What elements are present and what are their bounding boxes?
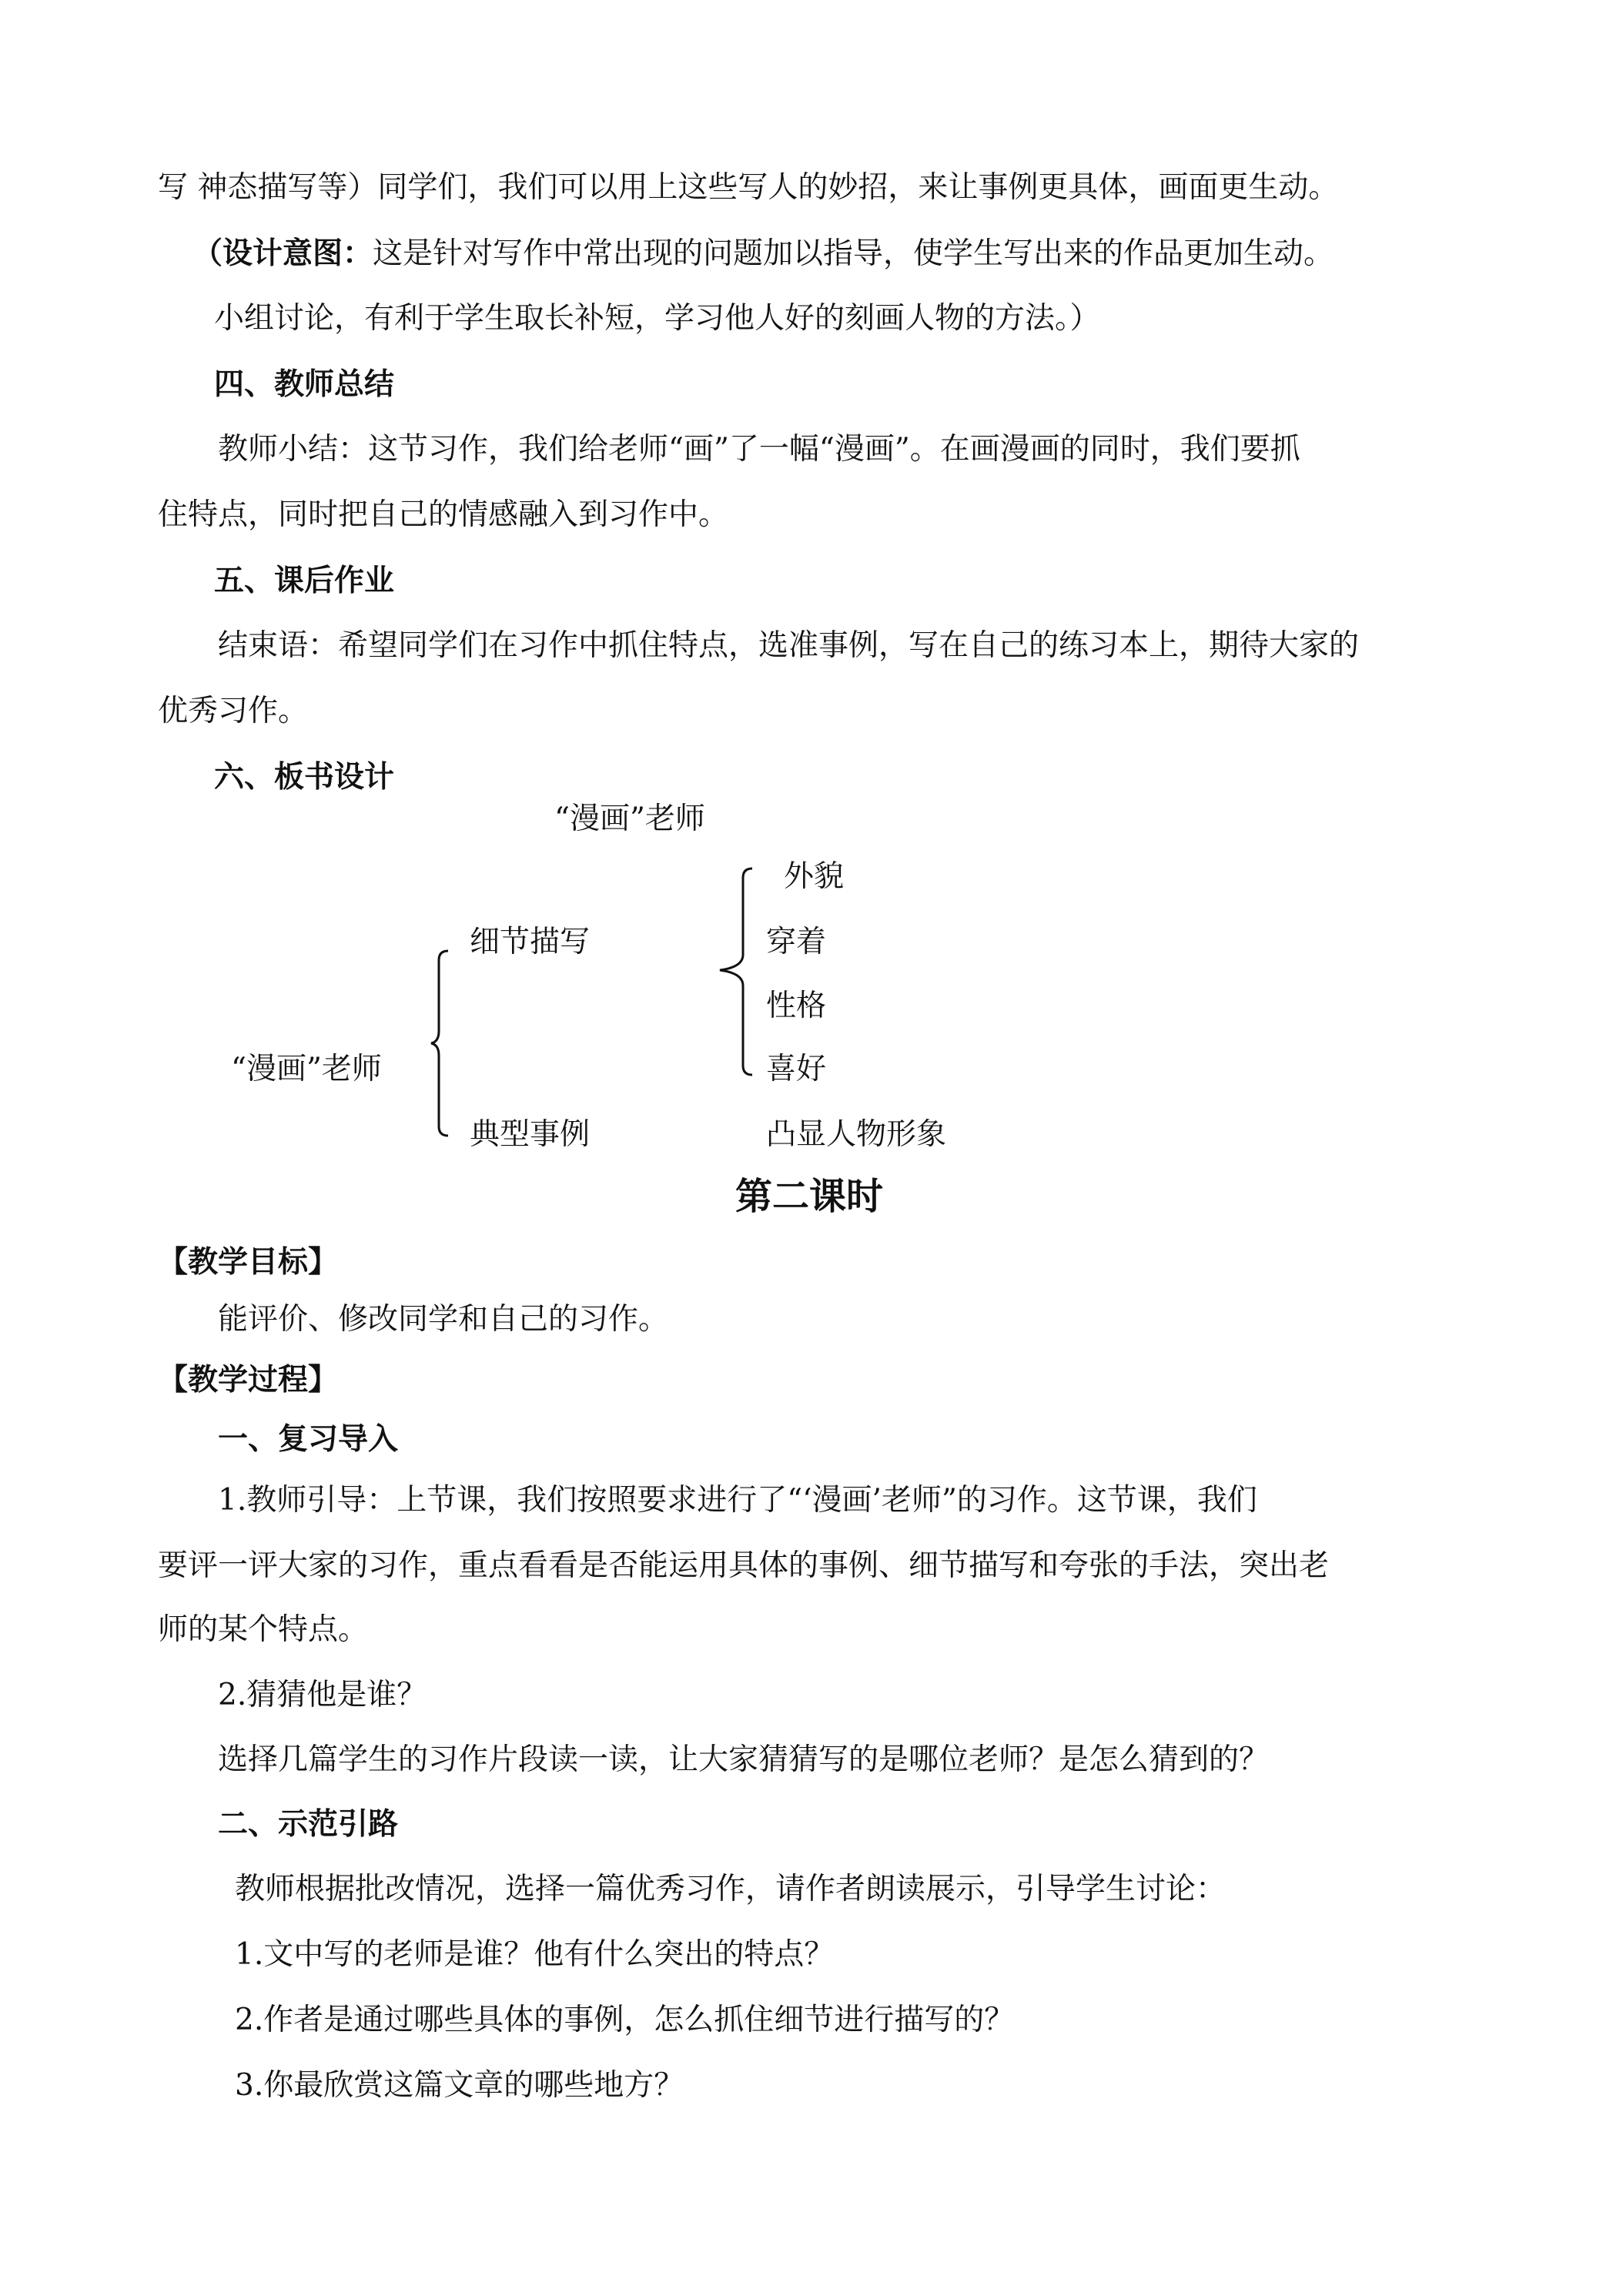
section-heading: 四、教师总结: [214, 366, 395, 402]
paragraph-line: 结束语：希望同学们在习作中抓住特点，选准事例，写在自己的练习本上，期待大家的: [218, 628, 1360, 663]
paragraph-line: 教师根据批改情况，选择一篇优秀习作，请作者朗读展示，引导学生讨论：: [235, 1872, 1226, 1906]
lesson-title: 第二课时: [735, 1175, 884, 1218]
section-heading: 五、课后作业: [214, 563, 395, 598]
design-intent-line: [192, 235, 1334, 273]
paragraph-line: 写 神态描写等）同学们，我们可以用上这些写人的妙招，来让事例更具体，画面更生动。: [158, 170, 1339, 205]
board-leaf: 喜好: [766, 1052, 827, 1086]
paragraph-line: 住特点，同时把自己的情感融入到习作中。: [158, 497, 729, 532]
board-leaf: 穿着: [766, 925, 827, 959]
design-intent-label: （设计意图：: [192, 236, 373, 271]
paragraph-line: 2.猜猜他是谁？: [218, 1678, 427, 1712]
paragraph-line: 1.教师引导：上节课，我们按照要求进行了“‘漫画’老师”的习作。这节课，我们: [218, 1483, 1257, 1518]
step-heading: 一、复习导入: [218, 1421, 399, 1457]
question-item: 2.作者是通过哪些具体的事例，怎么抓住细节进行描写的？: [235, 2003, 1015, 2037]
board-title: “漫画”老师: [554, 802, 705, 836]
paragraph-line: 选择几篇学生的习作片段读一读，让大家猜猜写的是哪位老师？是怎么猜到的？: [218, 1742, 1270, 1777]
paragraph-line: 能评价、修改同学和自己的习作。: [218, 1302, 669, 1337]
section-heading: 六、板书设计: [214, 759, 395, 795]
design-intent-text: 这是针对写作中常出现的问题加以指导，使学生写出来的作品更加生动。: [373, 236, 1334, 271]
paragraph-line: 要评一评大家的习作，重点看看是否能运用具体的事例、细节描写和夸张的手法，突出老: [158, 1548, 1330, 1583]
paragraph-line: 优秀习作。: [158, 694, 309, 728]
paragraph-line: 小组讨论，有利于学生取长补短，学习他人好的刻画人物的方法。）: [214, 301, 1100, 336]
paragraph-line: 教师小结：这节习作，我们给老师“画”了一幅“漫画”。在画漫画的同时，我们要抓: [218, 432, 1300, 467]
question-item: 1.文中写的老师是谁？他有什么突出的特点？: [235, 1937, 835, 1972]
board-branch: 细节描写: [470, 925, 591, 959]
paragraph-line: 师的某个特点。: [158, 1612, 369, 1647]
right-brace: [720, 869, 758, 1075]
step-heading: 二、示范引路: [218, 1806, 399, 1842]
board-leaf: 外貌: [784, 859, 845, 894]
question-item: 3.你最欣赏这篇文章的哪些地方？: [235, 2068, 684, 2103]
subsection-heading: 【教学过程】: [158, 1362, 339, 1397]
board-branch: 典型事例: [470, 1117, 591, 1152]
board-leaf: 性格: [766, 989, 827, 1023]
board-root: “漫画”老师: [231, 1052, 382, 1086]
left-brace: [431, 951, 462, 1136]
subsection-heading: 【教学目标】: [158, 1244, 339, 1280]
board-result: 凸显人物形象: [766, 1117, 947, 1152]
